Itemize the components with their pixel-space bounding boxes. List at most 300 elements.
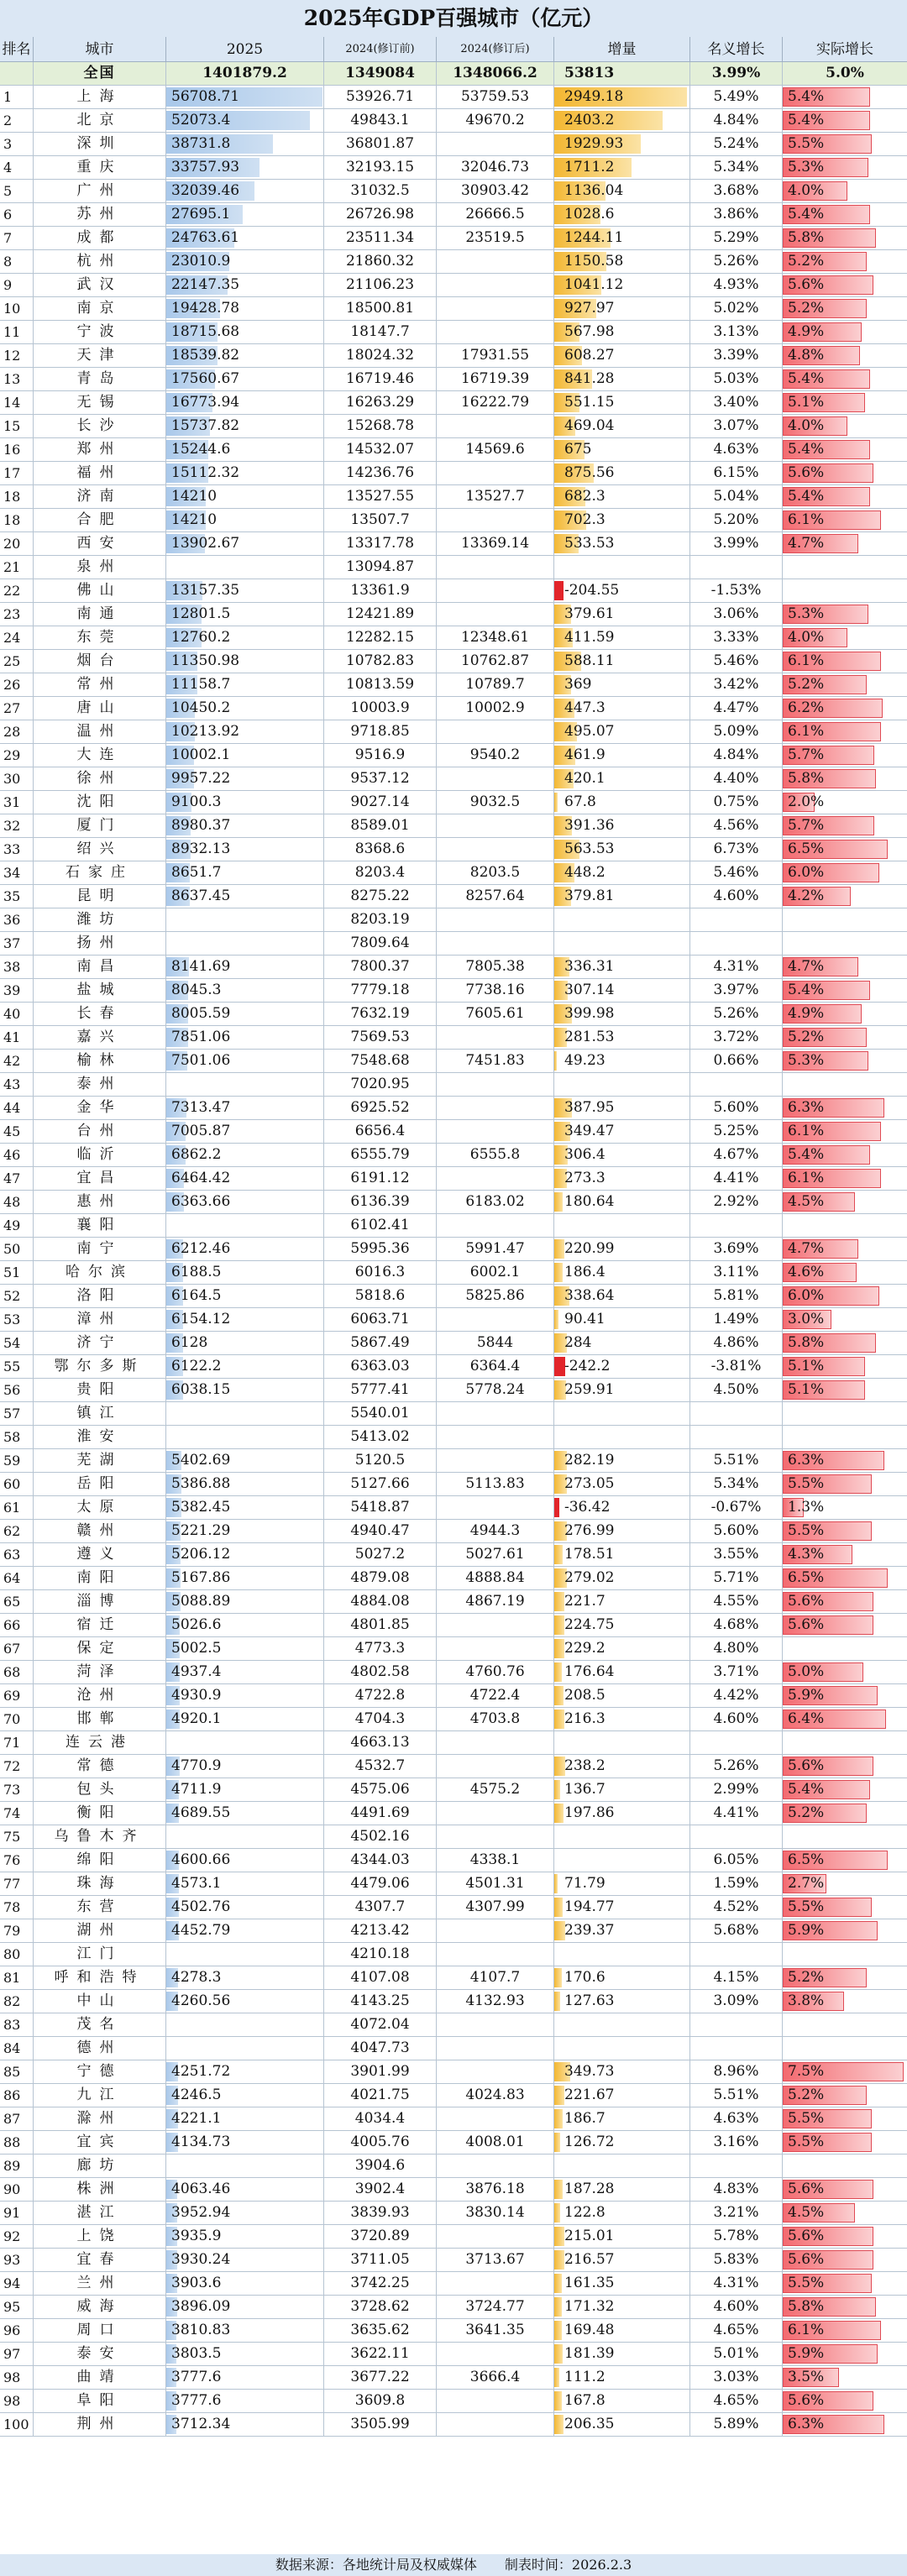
real-growth-cell bbox=[783, 1426, 907, 1448]
gdp2024-post-text: 4307.99 bbox=[465, 1898, 525, 1915]
city-text: 绍兴 bbox=[76, 840, 123, 857]
gdp2024-pre-cell bbox=[324, 2084, 437, 2107]
city-text: 宁德 bbox=[76, 2063, 123, 2080]
nominal-growth-cell bbox=[690, 462, 783, 484]
gdp2024-pre-cell bbox=[324, 1026, 437, 1049]
gdp2024-pre-text: 5120.5 bbox=[354, 1452, 406, 1469]
table-row bbox=[0, 1637, 907, 1661]
rank-cell bbox=[0, 1449, 34, 1472]
gdp2024-pre-cell bbox=[324, 250, 437, 273]
gdp2024-pre-text: 4213.42 bbox=[350, 1922, 410, 1939]
rank-cell bbox=[0, 1285, 34, 1307]
table-row bbox=[0, 509, 907, 532]
gdp2025-text: 14210 bbox=[171, 511, 218, 528]
rank-text: 33 bbox=[3, 841, 21, 857]
gdp2025-text: 7313.47 bbox=[171, 1099, 231, 1116]
increase-bar bbox=[554, 1780, 560, 1799]
city-text: 济南 bbox=[76, 488, 123, 505]
nominal-growth-text: 3.40% bbox=[713, 394, 759, 411]
gdp2025-cell bbox=[166, 2060, 324, 2083]
nominal-growth-text: 0.75% bbox=[713, 793, 759, 810]
city-text: 淄博 bbox=[76, 1593, 123, 1610]
city-text: 榆林 bbox=[76, 1052, 123, 1069]
increase-text: 216.57 bbox=[564, 2251, 615, 2268]
gdp2024-post-cell bbox=[437, 1050, 554, 1072]
city-cell bbox=[34, 438, 166, 461]
increase-bar bbox=[554, 1051, 557, 1071]
gdp2025-cell bbox=[166, 1755, 324, 1778]
gdp2024-pre-text: 18147.7 bbox=[350, 323, 410, 340]
gdp2024-post-cell bbox=[437, 1285, 554, 1307]
increase-text: -204.55 bbox=[564, 582, 620, 599]
city-text: 宜昌 bbox=[76, 1170, 123, 1186]
increase-text: 221.7 bbox=[564, 1593, 606, 1610]
gdp2024-post-cell bbox=[437, 2413, 554, 2436]
real-growth-cell bbox=[783, 2155, 907, 2177]
gdp2024-post-cell bbox=[437, 1778, 554, 1801]
increase-bar bbox=[554, 2274, 562, 2293]
gdp2024-pre-text: 5995.36 bbox=[350, 1240, 410, 1257]
city-cell bbox=[34, 1308, 166, 1331]
real-growth-text: 5.8% bbox=[788, 229, 825, 246]
increase-cell bbox=[554, 1496, 690, 1519]
real-growth-cell bbox=[783, 344, 907, 367]
gdp2025-cell bbox=[166, 1097, 324, 1119]
table-row bbox=[0, 744, 907, 767]
city-cell bbox=[34, 2390, 166, 2412]
gdp2024-pre-cell bbox=[324, 1214, 437, 1237]
gdp2024-pre-cell bbox=[324, 415, 437, 437]
nominal-growth-cell bbox=[690, 1426, 783, 1448]
nominal-growth-cell bbox=[690, 2296, 783, 2318]
real-growth-cell bbox=[783, 2131, 907, 2154]
table-row bbox=[0, 156, 907, 180]
nominal-growth-text: 3.99% bbox=[713, 535, 759, 552]
nominal-growth-cell bbox=[690, 109, 783, 132]
nominal-growth-text: 5.02% bbox=[713, 300, 759, 317]
city-text: 济宁 bbox=[76, 1334, 123, 1351]
rank-text: 34 bbox=[3, 865, 21, 881]
table-row bbox=[0, 791, 907, 814]
real-growth-cell bbox=[783, 1402, 907, 1425]
nominal-growth-text: 5.34% bbox=[713, 159, 759, 175]
nominal-growth-cell bbox=[690, 1449, 783, 1472]
gdp2024-post-cell bbox=[437, 1167, 554, 1190]
nominal-growth-text: 4.80% bbox=[713, 1640, 759, 1657]
increase-text: 197.86 bbox=[564, 1804, 615, 1821]
gdp2025-cell bbox=[166, 956, 324, 978]
gdp2024-pre-text: 21106.23 bbox=[345, 276, 415, 293]
city-text: 佛山 bbox=[76, 582, 123, 599]
table-row bbox=[0, 1449, 907, 1473]
gdp2024-pre-text: 3635.62 bbox=[350, 2322, 410, 2338]
gdp2024-post-cell bbox=[437, 109, 554, 132]
gdp2025-cell bbox=[166, 861, 324, 884]
city-cell bbox=[34, 1567, 166, 1589]
gdp2025-cell bbox=[166, 979, 324, 1002]
real-growth-cell bbox=[783, 1661, 907, 1683]
real-growth-cell bbox=[783, 885, 907, 908]
gdp2024-post-cell bbox=[437, 485, 554, 508]
gdp2025-cell bbox=[166, 626, 324, 649]
gdp2024-pre-text: 13317.78 bbox=[345, 535, 415, 552]
gdp2024-post-cell bbox=[437, 1590, 554, 1613]
rank-text: 39 bbox=[3, 982, 21, 998]
nominal-growth-cell bbox=[690, 2037, 783, 2060]
gdp2025-text: 17560.67 bbox=[171, 370, 240, 387]
gdp2024-pre-cell bbox=[324, 86, 437, 108]
increase-cell bbox=[554, 1355, 690, 1378]
table-row bbox=[0, 626, 907, 650]
rank-text: 4 bbox=[3, 160, 13, 175]
real-growth-text: 4.9% bbox=[788, 1005, 825, 1022]
nominal-growth-text: 3.72% bbox=[713, 1029, 759, 1045]
table-row bbox=[0, 603, 907, 626]
increase-text: 187.28 bbox=[564, 2181, 615, 2197]
city-text: 台州 bbox=[76, 1123, 123, 1139]
real-growth-text: 6.5% bbox=[788, 840, 825, 857]
gdp2025-text: 5002.5 bbox=[171, 1640, 222, 1657]
rank-text: 98 bbox=[3, 2369, 21, 2385]
increase-bar bbox=[554, 2086, 564, 2105]
gdp2025-cell bbox=[166, 86, 324, 108]
gdp2024-post-cell bbox=[437, 2084, 554, 2107]
increase-text: 229.2 bbox=[564, 1640, 606, 1657]
real-growth-cell bbox=[783, 697, 907, 720]
gdp2025-text: 3810.83 bbox=[171, 2322, 231, 2338]
gdp2024-post-cell bbox=[437, 2060, 554, 2083]
nominal-growth-text: 4.67% bbox=[713, 1146, 759, 1163]
rank-cell bbox=[0, 2225, 34, 2248]
gdp2024-pre-text: 4210.18 bbox=[350, 1945, 410, 1962]
gdp2024-pre-cell bbox=[324, 697, 437, 720]
city-text: 上饶 bbox=[76, 2228, 123, 2244]
real-growth-cell bbox=[783, 1684, 907, 1707]
gdp2025-cell bbox=[166, 1802, 324, 1825]
table-row bbox=[0, 438, 907, 462]
gdp2024-post-cell bbox=[437, 1637, 554, 1660]
nominal-growth-text: 5.49% bbox=[713, 88, 759, 105]
increase-text: 171.32 bbox=[564, 2298, 615, 2315]
rank-text: 16 bbox=[3, 442, 21, 458]
city-cell bbox=[34, 956, 166, 978]
increase-cell bbox=[554, 532, 690, 555]
real-growth-text: 4.2% bbox=[788, 887, 825, 904]
city-text: 湖州 bbox=[76, 1922, 123, 1939]
gdp2024-pre-text: 4047.73 bbox=[350, 2039, 410, 2056]
gdp2025-text: 7851.06 bbox=[171, 1029, 231, 1045]
real-growth-cell bbox=[783, 180, 907, 202]
gdp2024-post-cell bbox=[437, 1214, 554, 1237]
city-cell bbox=[34, 1943, 166, 1966]
nominal-growth-cell bbox=[690, 885, 783, 908]
rank-text: 87 bbox=[3, 2111, 21, 2127]
real-growth-cell bbox=[783, 2107, 907, 2130]
gdp2024-pre-text: 9516.9 bbox=[354, 746, 406, 763]
gdp2024-post-text: 3724.77 bbox=[465, 2298, 525, 2315]
real-growth-text: 5.3% bbox=[788, 605, 825, 622]
real-growth-text: 2.0% bbox=[788, 793, 825, 810]
city-cell bbox=[34, 1050, 166, 1072]
rank-text: 14 bbox=[3, 395, 21, 411]
gdp2024-pre-text: 14236.76 bbox=[345, 464, 415, 481]
gdp2025-text: 52073.4 bbox=[171, 112, 231, 128]
gdp2025-cell bbox=[166, 1567, 324, 1589]
rank-text: 79 bbox=[3, 1923, 21, 1939]
gdp2024-pre-cell bbox=[324, 532, 437, 555]
gdp2024-post-cell bbox=[437, 556, 554, 579]
real-growth-text: 5.6% bbox=[788, 276, 825, 293]
rank-cell bbox=[0, 62, 34, 85]
city-text: 太原 bbox=[76, 1499, 123, 1516]
city-cell bbox=[34, 1966, 166, 1989]
city-cell bbox=[34, 1919, 166, 1942]
city-text: 上海 bbox=[76, 88, 123, 105]
increase-text: 875.56 bbox=[564, 464, 615, 481]
city-cell bbox=[34, 603, 166, 626]
rank-cell bbox=[0, 1402, 34, 1425]
gdp2024-post-text: 53759.53 bbox=[460, 88, 530, 105]
city-cell bbox=[34, 2107, 166, 2130]
increase-cell bbox=[554, 814, 690, 837]
gdp2024-post-cell bbox=[437, 2178, 554, 2201]
gdp2025-text: 16773.94 bbox=[171, 394, 240, 411]
gdp2024-post-text: 4501.31 bbox=[465, 1875, 525, 1892]
nominal-growth-text: 5.83% bbox=[713, 2251, 759, 2268]
gdp2024-pre-text: 21860.32 bbox=[345, 253, 415, 270]
gdp2025-cell bbox=[166, 2084, 324, 2107]
real-growth-cell bbox=[783, 391, 907, 414]
gdp2024-pre-cell bbox=[324, 1966, 437, 1989]
gdp2025-text: 11350.98 bbox=[171, 652, 240, 669]
gdp2025-cell bbox=[166, 2131, 324, 2154]
rank-cell bbox=[0, 1966, 34, 1989]
nominal-growth-cell bbox=[690, 1661, 783, 1683]
increase-text: 224.75 bbox=[564, 1616, 615, 1633]
increase-cell bbox=[554, 2319, 690, 2342]
increase-cell bbox=[554, 1849, 690, 1872]
rank-text: 54 bbox=[3, 1335, 21, 1351]
gdp2024-pre-cell bbox=[324, 603, 437, 626]
gdp2024-pre-cell bbox=[324, 2225, 437, 2248]
real-growth-cell bbox=[783, 2366, 907, 2389]
increase-cell bbox=[554, 86, 690, 108]
nominal-growth-cell bbox=[690, 1167, 783, 1190]
nominal-growth-text: 3.13% bbox=[713, 323, 759, 340]
nominal-growth-text: 3.21% bbox=[713, 2204, 759, 2221]
nominal-growth-cell bbox=[690, 1543, 783, 1566]
gdp2024-post-cell bbox=[437, 1449, 554, 1472]
rank-cell bbox=[0, 838, 34, 861]
gdp2024-post-text: 10789.7 bbox=[465, 676, 525, 693]
nominal-growth-cell bbox=[690, 1026, 783, 1049]
city-text: 南阳 bbox=[76, 1569, 123, 1586]
increase-cell bbox=[554, 650, 690, 673]
real-growth-cell bbox=[783, 2343, 907, 2365]
real-growth-text: 6.5% bbox=[788, 1851, 825, 1868]
gdp2025-cell bbox=[166, 1261, 324, 1284]
increase-text: 608.27 bbox=[564, 347, 615, 364]
gdp2024-pre-cell bbox=[324, 1731, 437, 1754]
gdp2024-pre-text: 8203.4 bbox=[354, 864, 406, 881]
real-growth-text: 5.9% bbox=[788, 1922, 825, 1939]
gdp2024-pre-cell bbox=[324, 1097, 437, 1119]
nominal-growth-text: -3.81% bbox=[710, 1358, 762, 1374]
rank-text: 91 bbox=[3, 2205, 21, 2221]
gdp2025-text: 3952.94 bbox=[171, 2204, 231, 2221]
rank-cell bbox=[0, 1355, 34, 1378]
table-row bbox=[0, 720, 907, 744]
increase-text: 170.6 bbox=[564, 1969, 606, 1986]
rank-cell bbox=[0, 2084, 34, 2107]
real-growth-cell bbox=[783, 2296, 907, 2318]
gdp2025-text: 7005.87 bbox=[171, 1123, 231, 1139]
real-growth-text: 5.6% bbox=[788, 1616, 825, 1633]
real-growth-cell bbox=[783, 86, 907, 108]
gdp2024-post-cell bbox=[437, 1661, 554, 1683]
increase-cell bbox=[554, 1872, 690, 1895]
increase-cell bbox=[554, 861, 690, 884]
rank-cell bbox=[0, 203, 34, 226]
nominal-growth-cell bbox=[690, 2319, 783, 2342]
increase-bar bbox=[554, 2321, 562, 2340]
real-growth-text: 6.1% bbox=[788, 1170, 825, 1186]
nominal-growth-cell bbox=[690, 626, 783, 649]
gdp2024-post-cell bbox=[437, 532, 554, 555]
gdp2025-cell bbox=[166, 1473, 324, 1495]
real-growth-cell bbox=[783, 227, 907, 249]
city-text: 泉州 bbox=[76, 558, 123, 575]
city-cell bbox=[34, 1708, 166, 1730]
gdp2025-cell bbox=[166, 2037, 324, 2060]
gdp2025-cell bbox=[166, 462, 324, 484]
gdp2024-pre-text: 5418.87 bbox=[350, 1499, 410, 1516]
city-cell bbox=[34, 1520, 166, 1542]
city-cell bbox=[34, 1144, 166, 1166]
nominal-growth-cell bbox=[690, 556, 783, 579]
gdp2024-pre-cell bbox=[324, 1590, 437, 1613]
nominal-growth-text: 5.34% bbox=[713, 1475, 759, 1492]
nominal-growth-cell bbox=[690, 979, 783, 1002]
increase-cell bbox=[554, 1590, 690, 1613]
nominal-growth-text: 4.60% bbox=[713, 2298, 759, 2315]
real-growth-cell bbox=[783, 838, 907, 861]
gdp2024-post-cell bbox=[437, 462, 554, 484]
increase-text: 161.35 bbox=[564, 2275, 615, 2291]
table-row bbox=[0, 956, 907, 979]
rank-text: 9 bbox=[3, 277, 13, 293]
increase-bar bbox=[554, 1968, 562, 1987]
gdp2024-post-text: 8257.64 bbox=[465, 887, 525, 904]
gdp2024-pre-cell bbox=[324, 1637, 437, 1660]
rank-text: 93 bbox=[3, 2252, 21, 2268]
city-text: 广州 bbox=[76, 182, 123, 199]
nominal-growth-cell bbox=[690, 932, 783, 955]
rank-text: 47 bbox=[3, 1170, 21, 1186]
increase-cell bbox=[554, 2272, 690, 2295]
real-growth-text: 5.4% bbox=[788, 206, 825, 223]
gdp2025-text: 5221.29 bbox=[171, 1522, 231, 1539]
real-growth-cell bbox=[783, 579, 907, 602]
gdp2025-cell bbox=[166, 603, 324, 626]
gdp2024-pre-text: 6102.41 bbox=[350, 1217, 410, 1233]
real-growth-text: 5.7% bbox=[788, 746, 825, 763]
gdp2024-pre-cell bbox=[324, 462, 437, 484]
gdp2025-text: 10002.1 bbox=[171, 746, 231, 763]
gdp2024-pre-text: 5127.66 bbox=[350, 1475, 410, 1492]
increase-text: 1041.12 bbox=[564, 276, 624, 293]
gdp2025-cell bbox=[166, 1402, 324, 1425]
nominal-growth-cell bbox=[690, 579, 783, 602]
increase-text: 563.53 bbox=[564, 840, 615, 857]
city-cell bbox=[34, 1026, 166, 1049]
table-row bbox=[0, 227, 907, 250]
gdp2024-post-text: 14569.6 bbox=[465, 441, 525, 458]
rank-text: 60 bbox=[3, 1476, 21, 1492]
real-growth-text: 5.2% bbox=[788, 2086, 825, 2103]
gdp2025-cell bbox=[166, 1520, 324, 1542]
city-text: 临沂 bbox=[76, 1146, 123, 1163]
city-text: 青岛 bbox=[76, 370, 123, 387]
city-text: 长沙 bbox=[76, 417, 123, 434]
gdp2025-cell bbox=[166, 1073, 324, 1096]
rank-cell bbox=[0, 908, 34, 931]
increase-bar bbox=[554, 2109, 563, 2128]
city-text: 德州 bbox=[76, 2039, 123, 2056]
gdp2024-pre-cell bbox=[324, 1238, 437, 1260]
gdp2025-text: 3712.34 bbox=[171, 2416, 231, 2432]
nominal-growth-text: 2.99% bbox=[713, 1781, 759, 1798]
increase-cell bbox=[554, 1966, 690, 1989]
gdp2025-cell bbox=[166, 156, 324, 179]
rank-text: 68 bbox=[3, 1664, 21, 1680]
real-growth-cell bbox=[783, 1755, 907, 1778]
gdp2024-post-text: 6002.1 bbox=[469, 1264, 521, 1280]
city-text: 烟台 bbox=[76, 652, 123, 669]
city-cell bbox=[34, 1402, 166, 1425]
gdp2025-cell bbox=[166, 1896, 324, 1919]
increase-cell bbox=[554, 1919, 690, 1942]
gdp2024-pre-text: 13361.9 bbox=[350, 582, 410, 599]
gdp2025-cell bbox=[166, 697, 324, 720]
nominal-growth-cell bbox=[690, 1520, 783, 1542]
increase-cell bbox=[554, 2178, 690, 2201]
increase-cell bbox=[554, 2366, 690, 2389]
gdp2024-pre-text: 3609.8 bbox=[354, 2392, 406, 2409]
real-growth-text: 6.1% bbox=[788, 2322, 825, 2338]
gdp2024-pre-cell bbox=[324, 62, 437, 85]
real-growth-cell bbox=[783, 156, 907, 179]
gdp2025-cell bbox=[166, 2343, 324, 2365]
city-text: 天津 bbox=[76, 347, 123, 364]
table-row bbox=[0, 1332, 907, 1355]
real-growth-cell bbox=[783, 297, 907, 320]
nominal-growth-cell bbox=[690, 297, 783, 320]
table-row bbox=[0, 2390, 907, 2413]
increase-cell bbox=[554, 1614, 690, 1636]
city-cell bbox=[34, 1355, 166, 1378]
city-cell bbox=[34, 391, 166, 414]
increase-bar bbox=[554, 2297, 562, 2317]
rank-cell bbox=[0, 1073, 34, 1096]
rank-text: 48 bbox=[3, 1194, 21, 1210]
gdp2024-post-cell bbox=[437, 1496, 554, 1519]
gdp2024-post-text: 8203.5 bbox=[469, 864, 521, 881]
gdp2024-pre-text: 7548.68 bbox=[350, 1052, 410, 1069]
nominal-growth-text: 3.39% bbox=[713, 347, 759, 364]
increase-bar bbox=[554, 1239, 564, 1259]
rank-cell bbox=[0, 86, 34, 108]
